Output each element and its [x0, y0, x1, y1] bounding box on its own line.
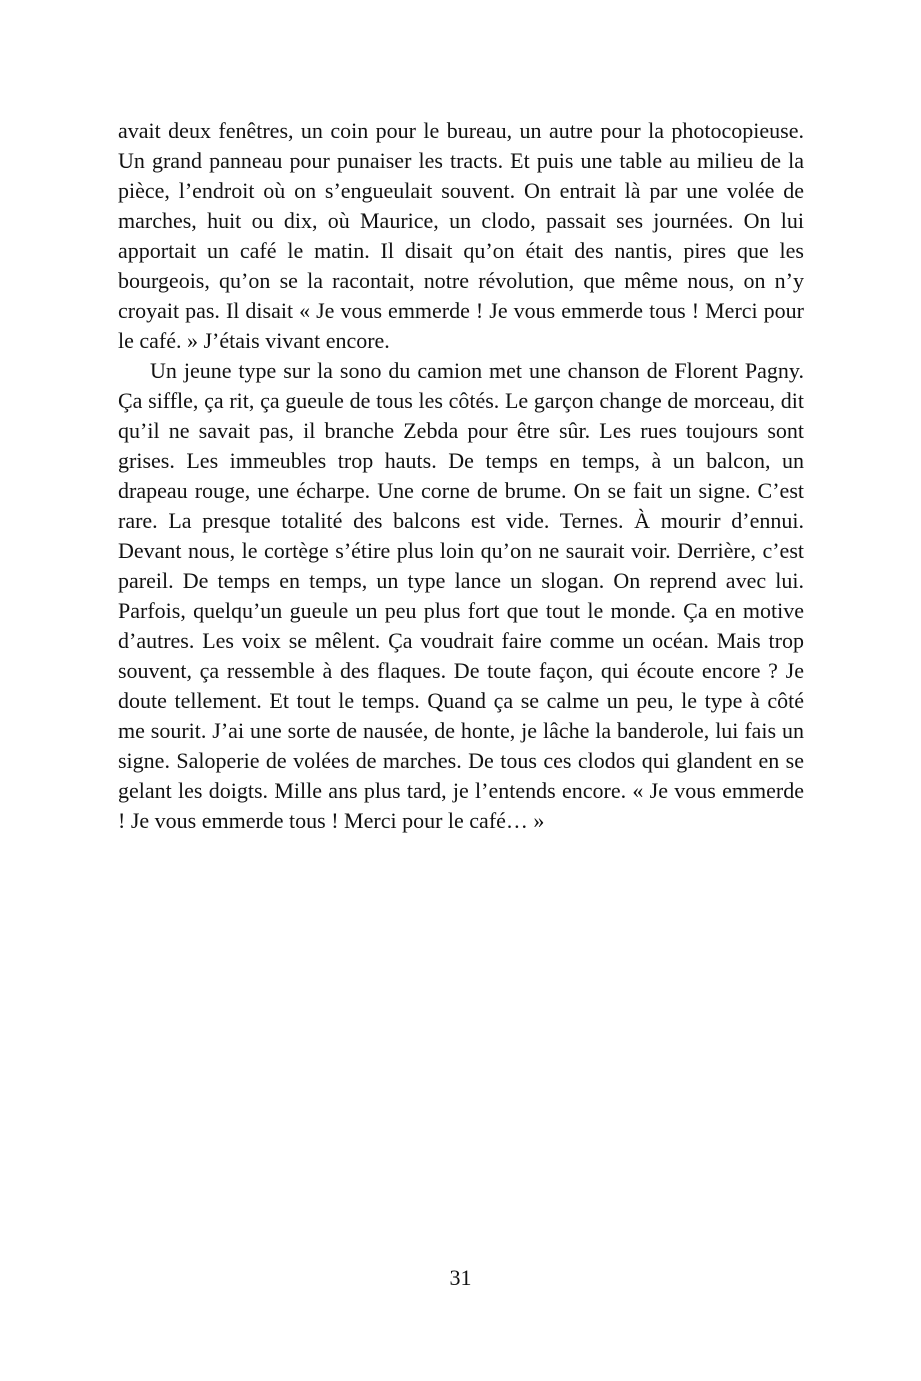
page-number: 31: [449, 1265, 472, 1290]
paragraph: Un jeune type sur la sono du camion met une chanson de Florent Pagny. Ça siffle, ça rit, ça gueule de tous les côtés. Le garçon change de morceau, dit qu’il ne savait pas, il branche Zebda pour être sûr. Les rues toujours sont grises. Les immeubles trop hauts. De temps en temps, à un balcon, un drapeau rouge, une écharpe. Une corne de brume. On se fait un signe. C’est rare. La presque totalité des balcons est vide. Ternes. À mourir d’ennui. Devant nous, le cortège s’étire plus loin qu’on ne saurait voir. Derrière, c’est pareil. De temps en temps, un type lance un slogan. On reprend avec lui. Parfois, quelqu’un gueule un peu plus fort que tout le monde. Ça en motive d’autres. Les voix se mêlent. Ça voudrait faire comme un océan. Mais trop souvent, ça ressemble à des flaques. De toute façon, qui écoute encore ? Je doute tellement. Et tout le temps. Quand ça se calme un peu, le type à côté me sourit. J’ai une sorte de nausée, de honte, je lâche la banderole, lui fais un signe. Saloperie de volées de marches. De tous ces clodos qui glandent en se gelant les doigts. Mille ans plus tard, je l’entends encore. « Je vous emmerde ! Je vous emmerde tous ! Merci pour le café… »: [118, 358, 804, 833]
body-text: [118, 116, 804, 836]
paragraph-continuation: avait deux fenêtres, un coin pour le bureau, un autre pour la photocopieuse. Un grand panneau pour punaiser les tracts. Et puis une table au milieu de la pièce, l’endroit où on s’engueulait souvent. On entrait là par une volée de marches, huit ou dix, où Maurice, un clodo, passait ses journées. On lui apportait un café le matin. Il disait qu’on était des nantis, pires que les bourgeois, qu’on se la racontait, notre révolution, que même nous, on n’y croyait pas. Il disait « Je vous emmerde ! Je vous emmerde tous ! Merci pour le café. » J’étais vivant encore.: [118, 118, 804, 353]
